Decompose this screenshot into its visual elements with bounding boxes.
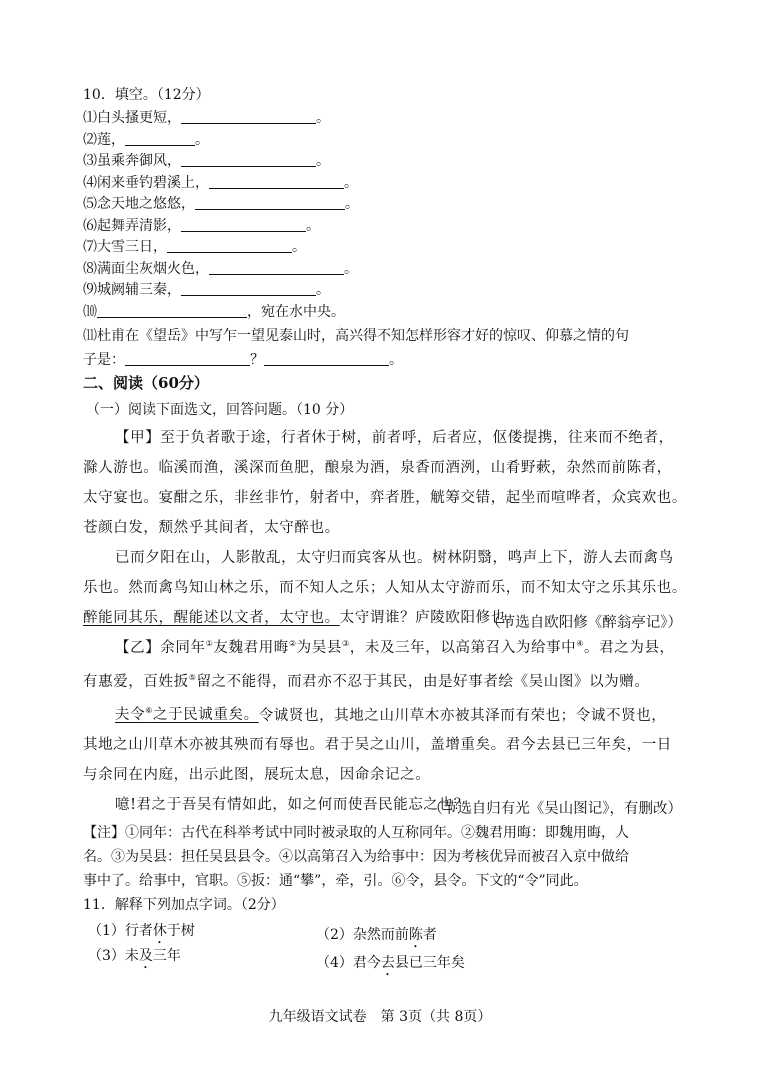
item-text: 。 [316, 153, 330, 169]
passage-line: 其地之山川草木亦被其殃而有辱也。君于吴之山川，盖增重矣。君今去县已三年矣，一日 [83, 737, 672, 754]
answer-blank[interactable] [125, 131, 195, 146]
answer-blank[interactable] [181, 217, 306, 232]
passage-line: 与余同在内庭，出示此图，展玩太息，因命余记之。 [83, 767, 431, 784]
passage-line: 已而夕阳在山，人影散乱，太守归而宾客从也。树林阴翳，鸣声上下，游人去而禽鸟 [115, 550, 674, 566]
source-citation: （节选自归有光《吴山图记》，有删改） [428, 801, 682, 817]
item-text: ⑵莲， [83, 131, 125, 148]
item-text: 子是： [83, 352, 125, 368]
sub-section-title: （一）阅读下面选文，回答问题。（10 分） [86, 402, 354, 418]
fill-item-8 [83, 260, 358, 278]
passage-line: 苍颜白发，颓然乎其间者，太守醉也。 [83, 520, 340, 536]
underlined-sentence: 夫令⑥之于民诚重矣。 [115, 706, 259, 724]
passage-line: 【乙】余同年①友魏君用晦②为吴县③，未及三年，以高第召入为给事中④。君之为县， [115, 639, 675, 656]
passage-line: 夫令⑥之于民诚重矣。令诚贤也，其地之山川草木亦被其泽而有荣也；令诚不贤也， [115, 706, 667, 724]
item-text: 。 [195, 131, 209, 148]
answer-blank[interactable] [209, 174, 344, 189]
passage-jia [83, 423, 695, 633]
passage-line: 【甲】至于负者歌于途，行者休于树，前者呼，后者应，伛偻提携，往来而不绝者， [115, 430, 674, 446]
answer-blank[interactable] [97, 303, 247, 318]
passage-line: 滁人游也。临溪而渔，溪深而鱼肥，酿泉为酒，泉香而酒洌，山肴野蔌，杂然而前陈者， [83, 460, 672, 476]
item-text: ⑶虽乘奔御风， [83, 153, 181, 169]
annotation-line: 事中了。给事中，官职。⑤扳：通“攀”，牵，引。⑥令，县令。下文的“令”同此。 [83, 873, 588, 889]
passage-line: 有惠爱，百姓扳⑤留之不能得，而君亦不忍于其民，由是好事者绘《吴山图》以为赠。 [83, 672, 650, 690]
passage-text: 太守谓谁？庐陵欧阳修也。 [339, 610, 521, 626]
item-text: ⑷闲来垂钓碧溪上， [83, 174, 209, 191]
underlined-sentence: 醉能同其乐，醒能述以文者，太守也。 [83, 610, 340, 626]
q11-item-4: （4）君今去县已三年矣 [316, 955, 465, 971]
item-text: 。 [345, 196, 359, 212]
q11-item-3: （3）未及三年 [88, 948, 181, 964]
item-text: ⑹起舞弄清影， [83, 217, 181, 234]
fill-item-11-line2 [83, 351, 403, 369]
item-text: ⑴白头搔更短， [83, 110, 181, 126]
passage-line: 太守宴也。宴酣之乐，非丝非竹，射者中，弈者胜，觥筹交错，起坐而喧哗者，众宾欢也。 [83, 490, 687, 506]
annotation-line: 【注】①同年：古代在科举考试中同时被录取的人互称同年。②魏君用晦：即魏用晦，人 [83, 825, 629, 841]
item-text: ，宛在水中央。 [247, 304, 345, 320]
dotted-char: 休 [152, 923, 167, 939]
answer-blank[interactable] [264, 351, 389, 366]
fill-item-9 [83, 281, 330, 299]
fill-item-3 [83, 152, 330, 170]
passage-line: 噫!君之于吾吴有情如此，如之何而使吾民能忘之也？ [115, 797, 469, 814]
fill-item-6 [83, 217, 320, 235]
fill-item-7 [83, 238, 306, 256]
item-number: ⑽ [83, 304, 97, 320]
dotted-char: 及 [138, 948, 153, 964]
q11-item-1: （1）行者休于树 [88, 923, 195, 939]
item-text: 。 [344, 260, 358, 277]
item-text: ？ [250, 352, 264, 368]
item-text: 。 [316, 282, 330, 298]
answer-blank[interactable] [181, 281, 316, 296]
item-text: ⑻满面尘灰烟火色， [83, 260, 209, 277]
answer-blank[interactable] [181, 152, 316, 167]
fill-item-5 [83, 195, 359, 213]
dotted-char: 去 [380, 955, 395, 971]
item-text: 。 [389, 352, 403, 368]
source-citation: （节选自欧阳修《醉翁亭记》） [486, 615, 682, 631]
passage-yi [83, 629, 695, 820]
item-text: ⑼城阙辅三秦， [83, 282, 181, 298]
dotted-char: 陈 [408, 927, 423, 943]
question-10-title: 10．填空。（12分） [83, 87, 210, 103]
passage-line: 乐也。然而禽鸟知山林之乐，而不知人之乐；人知从太守游而乐，而不知太守之乐其乐也。 [83, 580, 687, 596]
q11-item-2: （2）杂然而前陈者 [316, 927, 437, 943]
item-text: ⑺大雪三日， [83, 239, 167, 255]
question-11-title: 11．解释下列加点字词。（2分） [83, 897, 285, 913]
item-text: ⑸念天地之悠悠， [83, 196, 195, 212]
annotation-line: 名。③为吴县：担任吴县县令。④以高第召入为给事中：因为考核优异而被召入京中做给 [83, 849, 629, 865]
annotations [83, 821, 698, 893]
answer-blank[interactable] [125, 351, 250, 366]
fill-item-11-line1: ⑾杜甫在《望岳》中写乍一望见泰山时，高兴得不知怎样形容才好的惊叹、仰慕之情的句 [83, 328, 629, 344]
item-text: 。 [344, 174, 358, 191]
answer-blank[interactable] [209, 260, 344, 275]
section-title: 二、阅读（60分） [83, 374, 209, 392]
answer-blank[interactable] [167, 238, 292, 253]
answer-blank[interactable] [181, 109, 316, 124]
page-footer: 九年级语文试卷 第 3页（共 8页） [268, 1009, 492, 1025]
item-text: 。 [292, 239, 306, 255]
fill-item-10 [83, 303, 345, 321]
fill-item-1 [83, 109, 330, 127]
answer-blank[interactable] [195, 195, 345, 210]
item-text: 。 [316, 110, 330, 126]
fill-item-2 [83, 131, 209, 149]
item-text: 。 [306, 217, 320, 234]
fill-item-4 [83, 174, 358, 192]
